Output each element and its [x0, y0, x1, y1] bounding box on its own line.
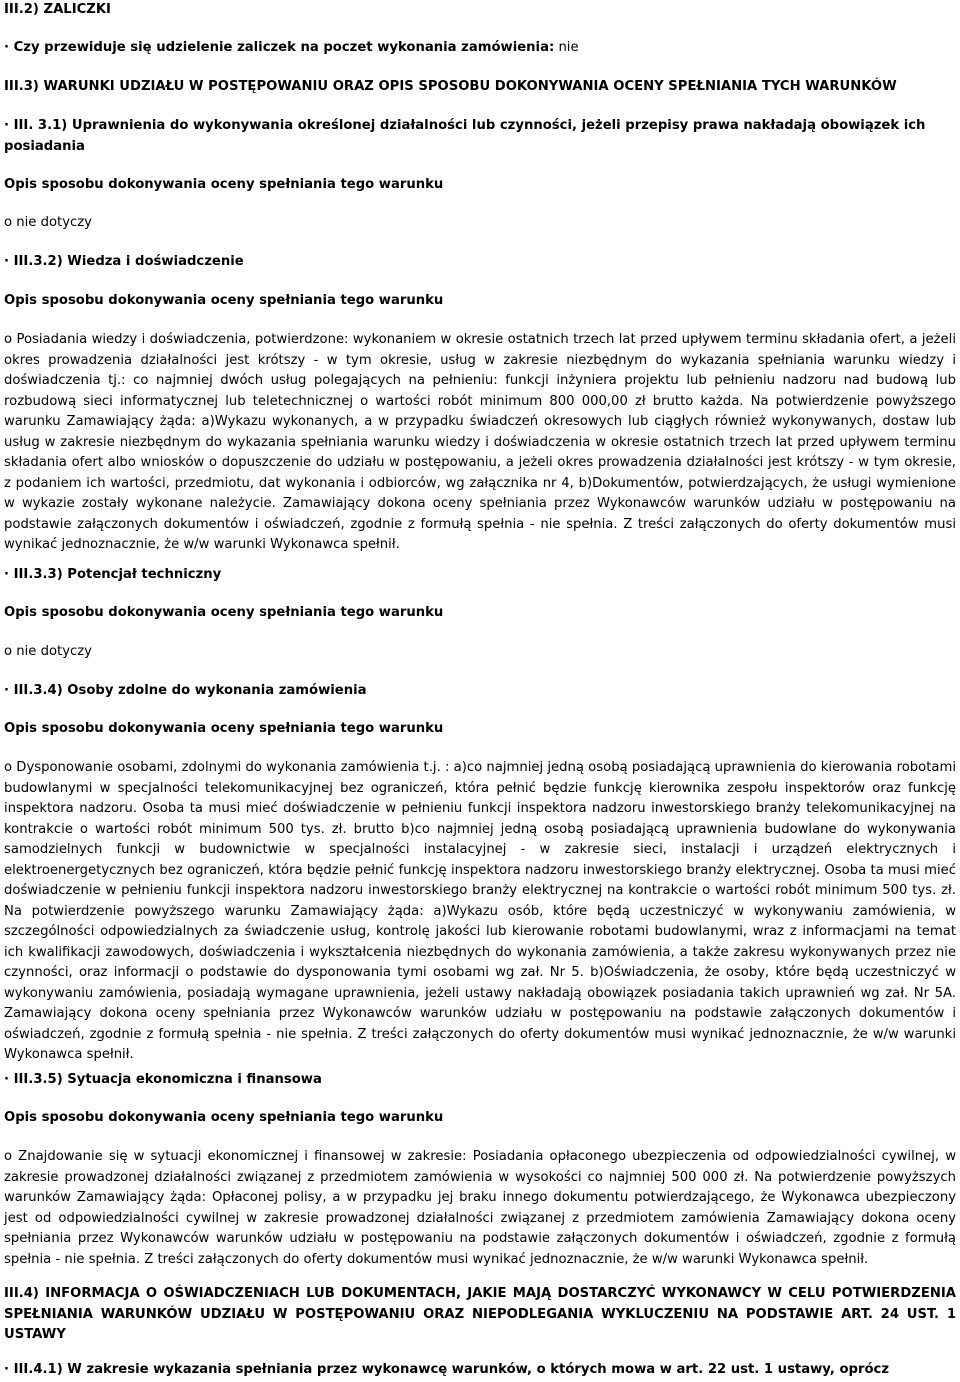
zaliczki-question — [4, 38, 579, 59]
section-3-2-subtitle: Opis sposobu dokonywania oceny spełniania tego warunku — [4, 293, 444, 308]
section-3-2-body: o Posiadania wiedzy i doświadczenia, potwierdzone: wykonaniem w okresie ostatnich trzech lat przed upływem terminu składania ofert, a jeżeli okres prowadzenia działalności jest krótszy - w tym okresie, usług w zakresie niezbędnym do wykazania spełniania warunku wiedzy i doświadczenia tj.: co najmniej dwóch usług polegających na pełnieniu: funkcji inżyniera projektu lub pełnieniu nadzoru nad budową lub rozbudową sieci informatycznej lub teletechnicznej o wartości robót minimum 800 000,00 zł brutto każda. Na potwierdzenie powyższego warunku Zamawiający żąda: a)Wykazu wykonanych, a w przypadku świadczeń okresowych lub ciągłych również wykonywanych, dostaw lub usług w zakresie niezbędnym do wykazania spełniania warunku wiedzy i doświadczenia w okresie ostatnich trzech lat przed upływem terminu składania ofert albo wniosków o dopuszczenie do udziału w postępowaniu, a jeżeli okres prowadzenia działalności jest krótszy - w tym okresie, z podaniem ich wartości, przedmiotu, dat wykonania i odbiorców, wg załącznika nr 4, b)Dokumentów, potwierdzających, że usługi wymienione w wykazie zostały wykonane należycie. Zamawiający dokona oceny spełniania przez Wykonawców warunków udziału w postępowaniu na podstawie załączonych dokumentów i oświadczeń, zgodnie z formułą spełnia - nie spełnia. Z treści załączonych do oferty dokumentów musi wynikać jednoznacznie, że w/w warunki Wykonawca spełnił. — [4, 332, 956, 552]
section-3-4-body: o Dysponowanie osobami, zdolnymi do wykonania zamówienia t.j. : a)co najmniej jedną osobą posiadającą uprawnienia do kierowania robotami budowlanymi w specjalności telekomunikacyjnej bez ograniczeń, która pełnić będzie funkcję kierownika zespołu inspektorów oraz funkcję inspektora nadzoru. Osoba ta musi mieć doświadczenie w pełnieniu funkcji inspektora nadzoru inwestorskiego branży telekomunikacyjnej na kontrakcie o wartości robót minimum 500 tys. zł. brutto b)co najmniej jedną osobą posiadającą uprawnienia budowlane do wykonywania samodzielnych funkcji w budownictwie w specjalności instalacyjnej - w zakresie sieci, instalacji i urządzeń elektrycznych i elektroenergetycznych bez ograniczeń, która będzie pełnić funkcję inspektora nadzoru inwestorskiego branży elektrycznej. Osoba ta musi mieć doświadczenie w pełnieniu funkcji inspektora nadzoru inwestorskiego branży elektrycznej na kontrakcie o wartości robót minimum 500 tys. zł. Na potwierdzenie powyższego warunku Zamawiający żąda: a)Wykazu osób, które będą uczestniczyć w wykonywaniu zamówienia, w szczególności odpowiedzialnych za świadczenie usług, kontrolę jakości lub kierowanie robotami budowlanymi, wraz z informacjami na temat ich kwalifikacji zawodowych, doświadczenia i wykształcenia niezbędnych do wykonania zamówienia, a także zakresu wykonywanych przez nie czynności, oraz informacji o podstawie do dysponowania tymi osobami wg zał. Nr 5. b)Oświadczenia, że osoby, które będą uczestniczyć w wykonywaniu zamówienia, posiadają wymagane uprawnienia, jeżeli ustawy nakładają obowiązek posiadania takich uprawnień wg zał. Nr 5A. Zamawiający dokona oceny spełniania przez Wykonawców warunków udziału w postępowaniu na podstawie załączonych dokumentów i oświadczeń, zgodnie z formułą spełnia - nie spełnia. Z treści załączonych do oferty dokumentów musi wynikać jednoznacznie, że w/w warunki Wykonawca spełnił. — [4, 760, 956, 1062]
section-zaliczki-title: III.2) ZALICZKI — [4, 2, 111, 17]
section-3-5-subtitle: Opis sposobu dokonywania oceny spełniania tego warunku — [4, 1110, 444, 1125]
section-3-1-subtitle: Opis sposobu dokonywania oceny spełniania tego warunku — [4, 177, 444, 192]
section-3-2-title: · III.3.2) Wiedza i doświadczenie — [4, 254, 244, 269]
section-4-1-title: · III.4.1) W zakresie wykazania spełniania przez wykonawcę warunków, o których mowa w art. 22 ust. 1 ustawy, oprócz — [4, 1362, 890, 1377]
zaliczki-question-text: · Czy przewiduje się udzielenie zaliczek na poczet wykonania zamówienia: — [4, 40, 555, 55]
section-3-1-body: o nie dotyczy — [4, 215, 92, 230]
section-4-title: III.4) INFORMACJA O OŚWIADCZENIACH LUB DOKUMENTACH, JAKIE MAJĄ DOSTARCZYĆ WYKONAWCY W CELU POTWIERDZENIA SPEŁNIANIA WARUNKÓW UDZIAŁU W POSTĘPOWANIU ORAZ NIEPODLEGANIA WYKLUCZENIU NA PODSTAWIE ART. 24 UST. 1 USTAWY — [4, 1286, 956, 1342]
section-warunki-title: III.3) WARUNKI UDZIAŁU W POSTĘPOWANIU ORAZ OPIS SPOSOBU DOKONYWANIA OCENY SPEŁNIANIA TYCH WARUNKÓW — [4, 79, 897, 94]
section-3-3-title: · III.3.3) Potencjał techniczny — [4, 567, 222, 582]
section-3-3-body: o nie dotyczy — [4, 644, 92, 659]
section-3-1-title: · III. 3.1) Uprawnienia do wykonywania określonej działalności lub czynności, jeżeli przepisy prawa nakładają obowiązek ich posiadania — [4, 118, 926, 154]
section-3-3-subtitle: Opis sposobu dokonywania oceny spełniania tego warunku — [4, 605, 444, 620]
section-3-4-subtitle: Opis sposobu dokonywania oceny spełniania tego warunku — [4, 721, 444, 736]
zaliczki-answer: nie — [554, 40, 579, 55]
section-3-5-title: · III.3.5) Sytuacja ekonomiczna i finansowa — [4, 1072, 322, 1087]
section-3-4-title: · III.3.4) Osoby zdolne do wykonania zamówienia — [4, 683, 367, 698]
section-3-5-body: o Znajdowanie się w sytuacji ekonomicznej i finansowej w zakresie: Posiadania opłaconego ubezpieczenia od odpowiedzialności cywilnej, w zakresie prowadzonej działalności związanej z przedmiotem zamówienia w wysokości co najmniej 500 000 zł. Na potwierdzenie powyższych warunków Zamawiający żąda: Opłaconej polisy, a w przypadku jej braku innego dokumentu potwierdzającego, że Wykonawca ubezpieczony jest od odpowiedzialności cywilnej w zakresie prowadzonej działalności związanej z przedmiotem zamówienia Zamawiający dokona oceny spełniania przez Wykonawców warunków udziału w postępowaniu na podstawie załączonych dokumentów i oświadczeń, zgodnie z formułą spełnia - nie spełnia. Z treści załączonych do oferty dokumentów musi wynikać jednoznacznie, że w/w warunki Wykonawca spełnił. — [4, 1149, 956, 1267]
